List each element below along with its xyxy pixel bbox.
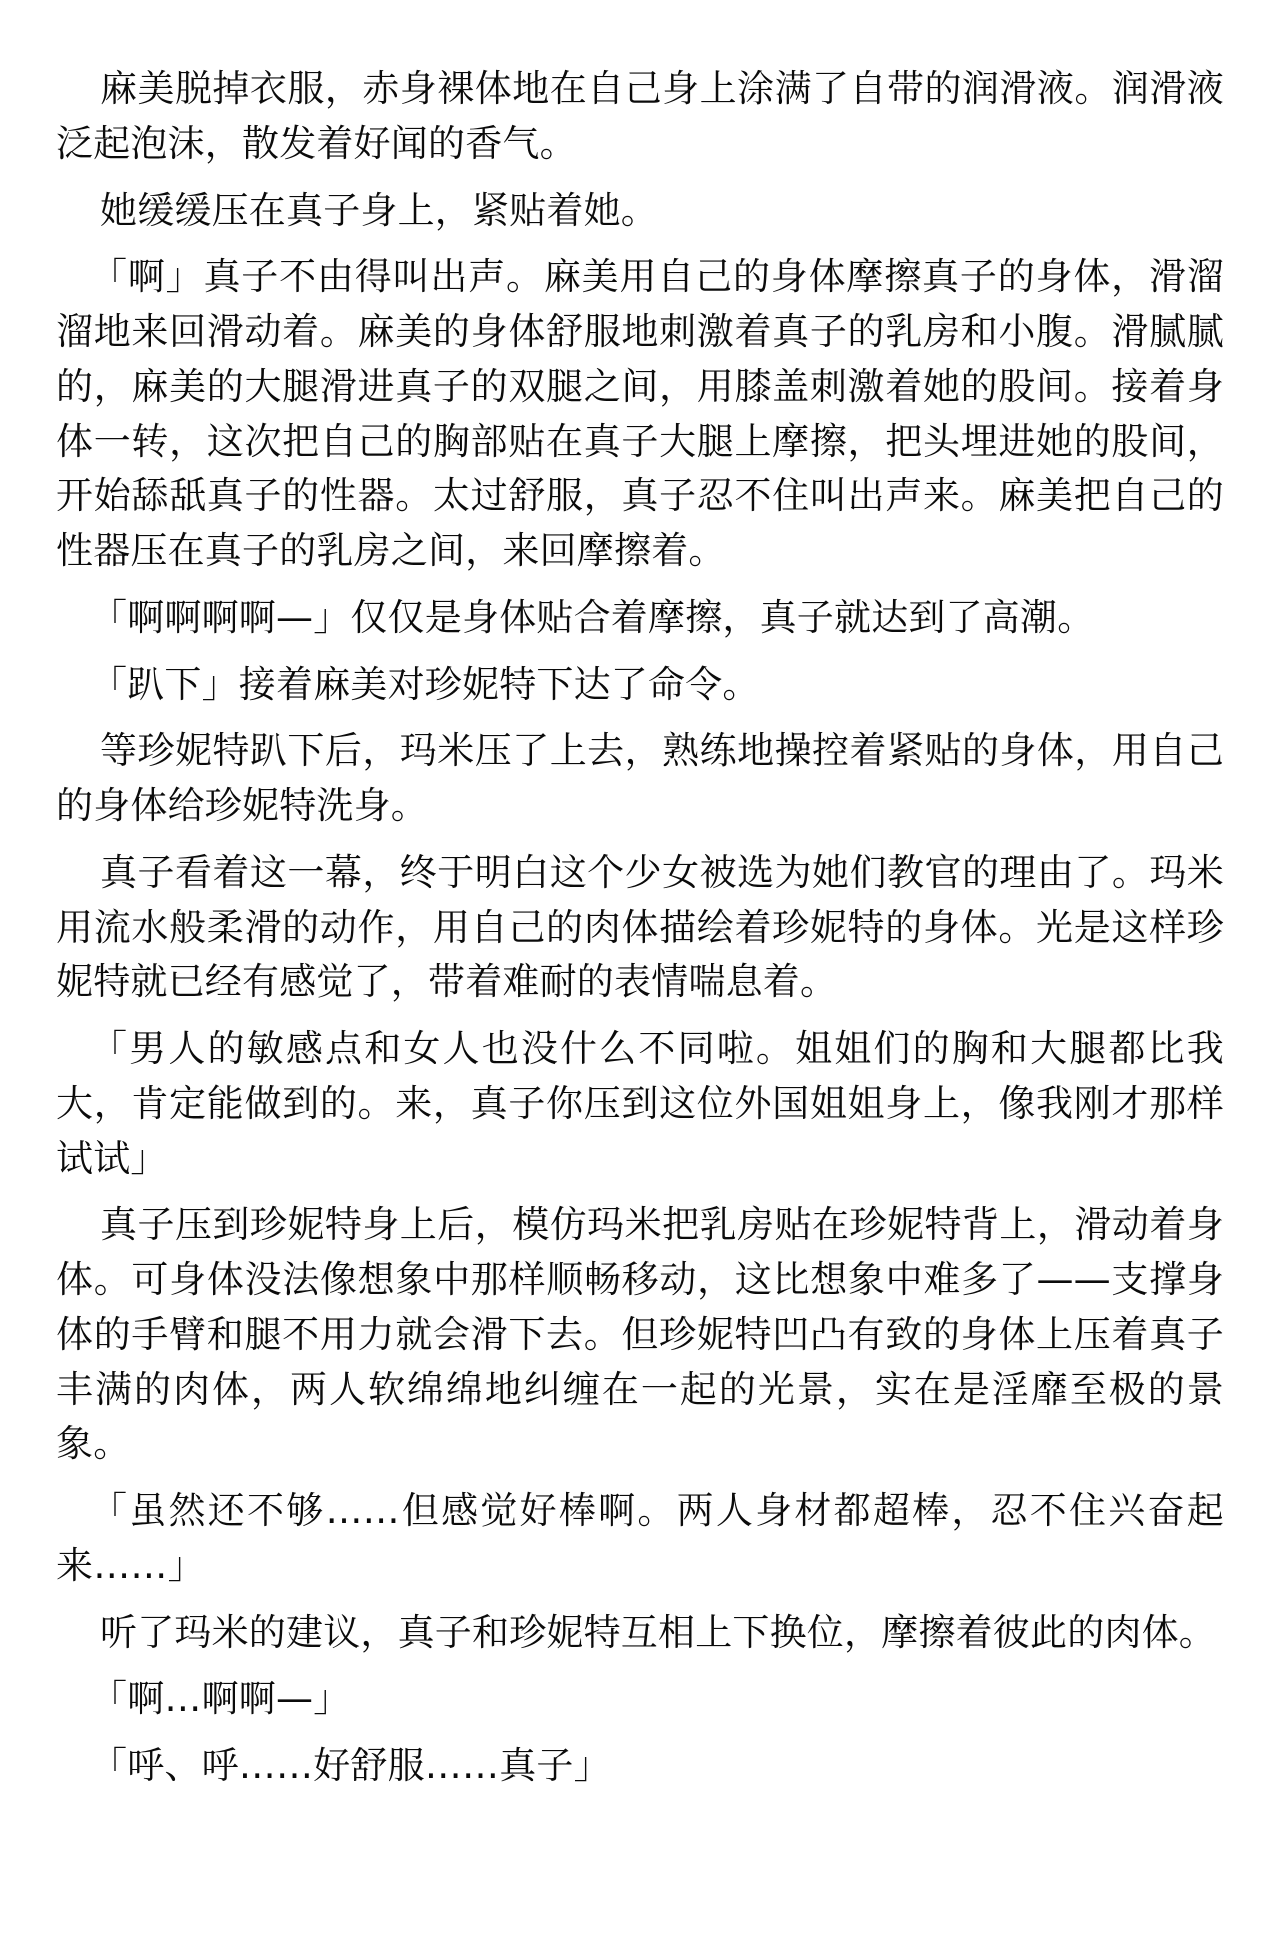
paragraph: 麻美脱掉衣服，赤身裸体地在自己身上涂满了自带的润滑液。润滑液泛起泡沫，散发着好闻的香气。: [56, 67, 1224, 165]
paragraph: 「趴下」接着麻美对珍妮特下达了命令。: [90, 662, 760, 706]
paragraph: 「啊」真子不由得叫出声。麻美用自己的身体摩擦真子的身体，滑溜溜地来回滑动着。麻美的身体舒服地刺激着真子的乳房和小腹。滑腻腻的，麻美的大腿滑进真子的双腿之间，用膝盖刺激着她的股间。接着身体一转，这次把自己的胸部贴在真子大腿上摩擦，把头埋进她的股间，开始舔舐真子的性器。太过舒服，真子忍不住叫出声来。麻美把自己的性器压在真子的乳房之间，来回摩擦着。: [56, 255, 1224, 572]
paragraph: 真子压到珍妮特身上后，模仿玛米把乳房贴在珍妮特背上，滑动着身体。可身体没法像想象中那样顺畅移动，这比想象中难多了——支撑身体的手臂和腿不用力就会滑下去。但珍妮特凹凸有致的身体上压着真子丰满的肉体，两人软绵绵地纠缠在一起的光景，实在是淫靡至极的景象。: [56, 1203, 1224, 1466]
paragraph: 她缓缓压在真子身上，紧贴着她。: [100, 188, 658, 232]
paragraph: 「男人的敏感点和女人也没什么不同啦。姐姐们的胸和大腿都比我大，肯定能做到的。来，真子你压到这位外国姐姐身上，像我刚才那样试试」: [56, 1027, 1224, 1180]
paragraph: 「呼、呼……好舒服……真子」: [90, 1744, 611, 1787]
paragraph: 等珍妮特趴下后，玛米压了上去，熟练地操控着紧贴的身体，用自己的身体给珍妮特洗身。: [56, 729, 1224, 827]
paragraph: 「啊啊啊啊—」仅仅是身体贴合着摩擦，真子就达到了高潮。: [90, 595, 1095, 639]
paragraph: 「啊…啊啊—」: [90, 1677, 351, 1721]
document-text-body: [56, 62, 1224, 1794]
paragraph: 真子看着这一幕，终于明白这个少女被选为她们教官的理由了。玛米用流水般柔滑的动作，用自己的肉体描绘着珍妮特的身体。光是这样珍妮特就已经有感觉了，带着难耐的表情喘息着。: [56, 850, 1224, 1004]
paragraph: 「虽然还不够……但感觉好棒啊。两人身材都超棒，忍不住兴奋起来……」: [56, 1489, 1224, 1587]
paragraph: 听了玛米的建议，真子和珍妮特互相上下换位，摩擦着彼此的肉体。: [100, 1610, 1216, 1654]
